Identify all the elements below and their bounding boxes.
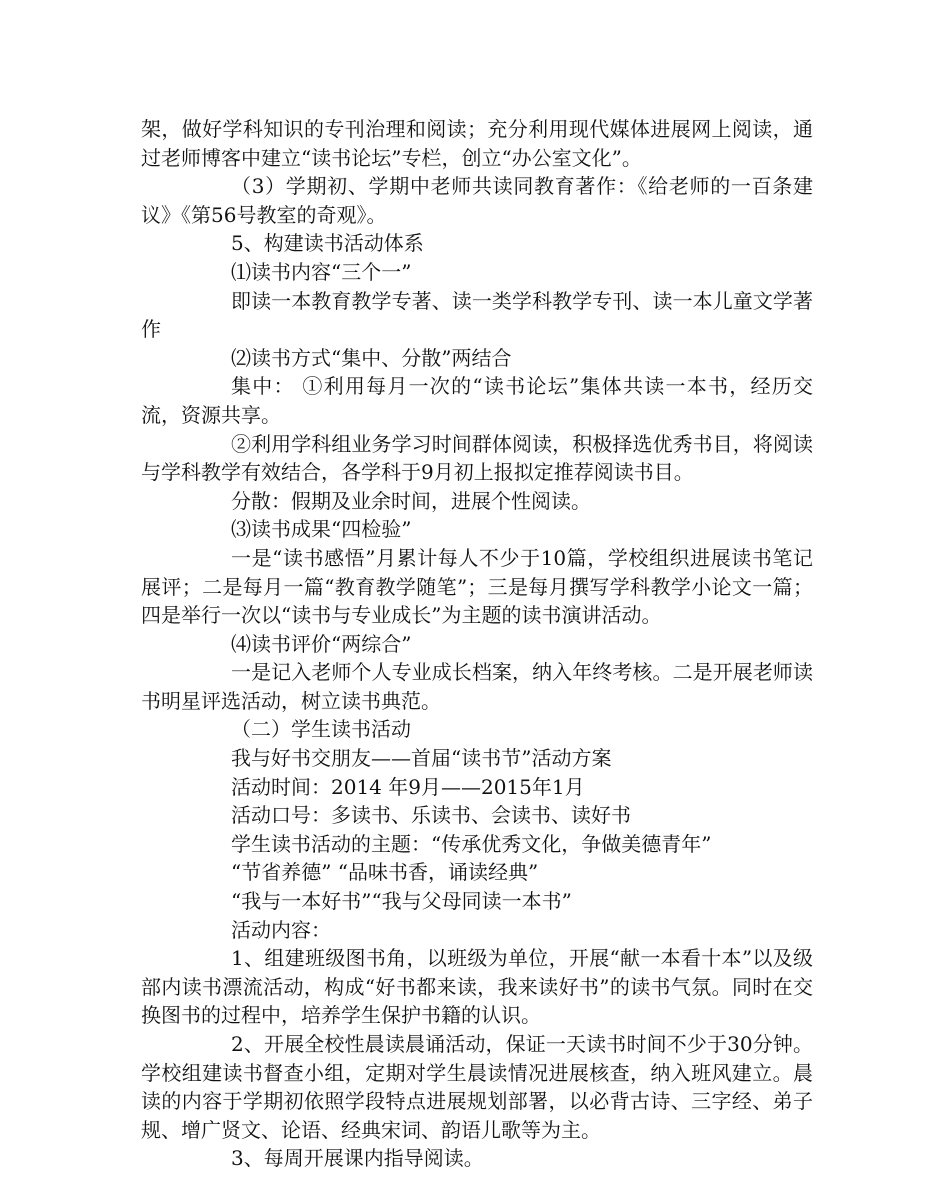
plan-title: 我与好书交朋友——首届“读书节”活动方案 (231, 746, 612, 771)
subsection-heading: ⑴读书内容“三个一” (231, 259, 412, 284)
subsection-heading: ⑶读书成果“四检验” (231, 517, 412, 542)
paragraph: 分散：假期及业余时间，进展个性阅读。 (231, 488, 591, 513)
paragraph: 一是记入老师个人专业成长档案，纳入年终考核。二是开展老师读书明星评选活动，树立读书典范。 (141, 660, 813, 713)
paragraph: （3）学期初、学期中老师共读同教育著作：《给老师的一百条建议》《第56号教室的奇观》。 (141, 174, 813, 227)
paragraph: 1、组建班级图书角，以班级为单位，开展“献一本看十本”以及级部内读书漂流活动，构成“好书都来读，我来读好书”的读书气氛。同时在交换图书的过程中，培养学生保护书籍的认识。 (141, 946, 813, 1028)
document-body (141, 115, 813, 1173)
paragraph: 即读一本教育教学专著、读一类学科教学专刊、读一本儿童文学著作 (141, 288, 813, 342)
section-heading: （二）学生读书活动 (231, 717, 411, 742)
paragraph: 架，做好学科知识的专刊治理和阅读；充分利用现代媒体进展网上阅读，通过老师博客中建立“读书论坛”专栏，创立“办公室文化”。 (141, 117, 813, 170)
paragraph: 集中： ①利用每月一次的“读书论坛”集体共读一本书，经历交流，资源共享。 (141, 374, 813, 427)
paragraph: “我与一本好书”“我与父母同读一本书” (231, 889, 572, 914)
paragraph: 活动口号：多读书、乐读书、会读书、读好书 (231, 803, 631, 828)
subsection-heading: ⑷读书评价“两综合” (231, 631, 412, 656)
paragraph: 活动内容： (231, 917, 331, 942)
paragraph: “节省养德” “品味书香，诵读经典” (231, 860, 539, 885)
paragraph: 2、开展全校性晨读晨诵活动，保证一天读书时间不少于30分钟。学校组建读书督查小组，定期对学生晨读情况进展核查，纳入班风建立。晨读的内容于学期初依照学段特点进展规划部署，以必背古诗、三字经、弟子规、增广贤文、论语、经典宋词、韵语儿歌等为主。 (141, 1032, 813, 1142)
paragraph: ②利用学科组业务学习时间群体阅读，积极择选优秀书目，将阅读与学科教学有效结合，各学科于9月初上报拟定推荐阅读书目。 (141, 431, 813, 485)
paragraph: 一是“读书感悟”月累计每人不少于10篇，学校组织进展读书笔记展评；二是每月一篇“教育教学随笔”；三是每月撰写学科教学小论文一篇；四是举行一次以“读书与专业成长”为主题的读书演讲活动。 (141, 545, 813, 628)
paragraph: 3、每周开展课内指导阅读。 (231, 1146, 484, 1171)
section-heading: 5、构建读书活动体系 (231, 231, 424, 256)
paragraph: 活动时间：2014 年9月——2015年1月 (231, 774, 585, 799)
subsection-heading: ⑵读书方式“集中、分散”两结合 (231, 345, 512, 370)
paragraph: 学生读书活动的主题：“传承优秀文化，争做美德青年” (231, 831, 712, 856)
